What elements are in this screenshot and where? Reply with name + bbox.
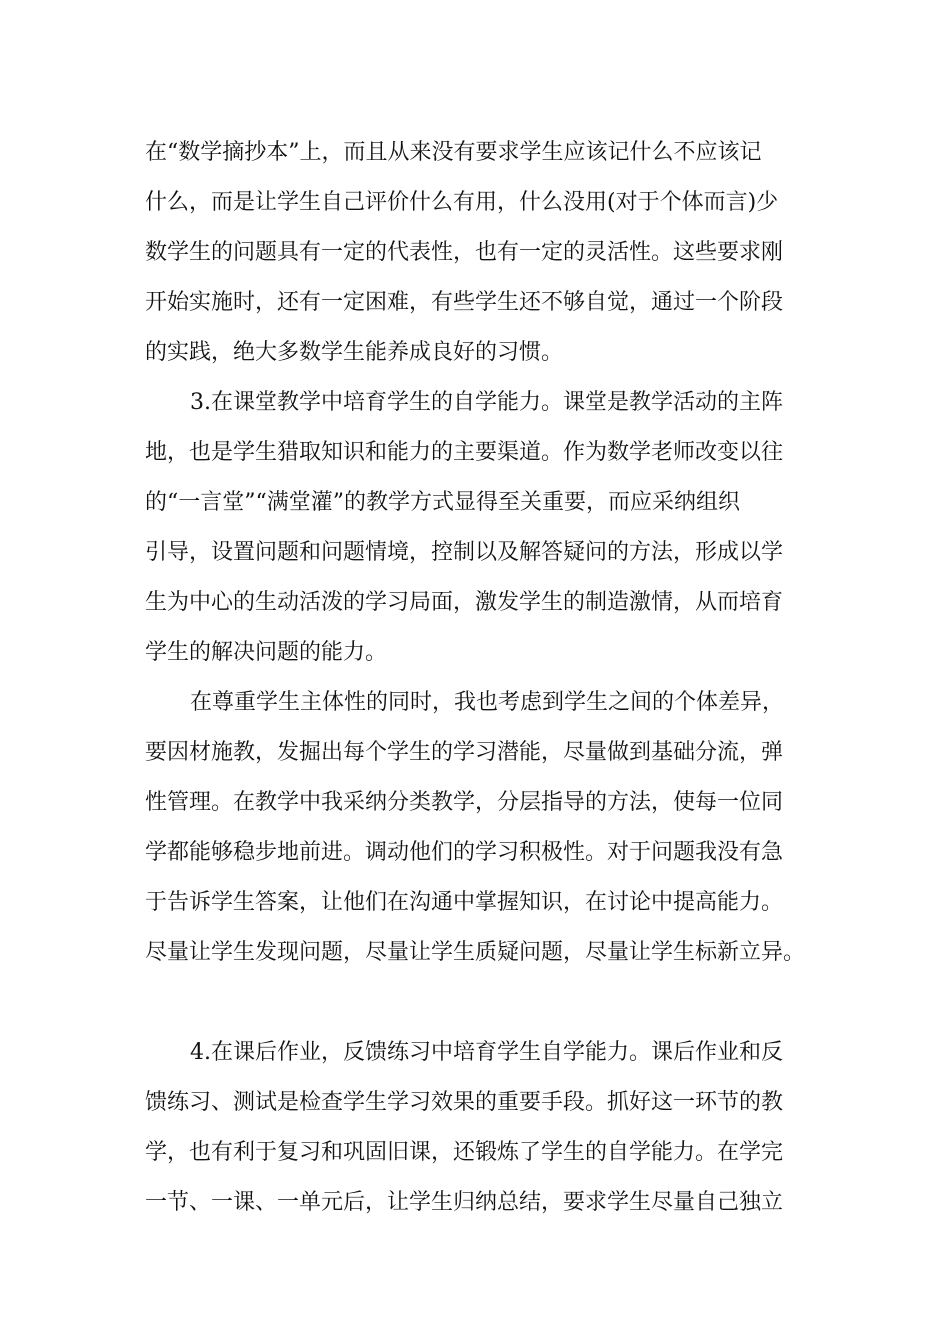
text-line: 的“一言堂”“满堂灌”的教学方式显得至关重要，而应采纳组织: [145, 490, 740, 515]
text-line: 数学生的问题具有一定的代表性，也有一定的灵活性。这些要求刚: [145, 240, 784, 265]
text-line: 性管理。在教学中我采纳分类教学，分层指导的方法，使每一位同: [145, 790, 784, 815]
text-line: 馈练习、测试是检查学生学习效果的重要手段。抓好这一环节的教: [145, 1090, 784, 1115]
paragraph-start-line: 3.在课堂教学中培育学生的自学能力。课堂是教学活动的主阵: [190, 390, 783, 415]
text-line: 一节、一课、一单元后，让学生归纳总结，要求学生尽量自己独立: [145, 1190, 784, 1215]
text-line: 什么，而是让学生自己评价什么有用，什么没用(对于个体而言)少: [145, 190, 779, 215]
text-line: 地，也是学生猎取知识和能力的主要渠道。作为数学老师改变以往: [145, 440, 784, 465]
text-line: 学都能够稳步地前进。调动他们的学习积极性。对于问题我没有急: [145, 840, 784, 865]
text-line: 生为中心的生动活泼的学习局面，激发学生的制造激情，从而培育: [145, 590, 784, 615]
text-line: 的实践，绝大多数学生能养成良好的习惯。: [145, 340, 564, 365]
text-line: 于告诉学生答案，让他们在沟通中掌握知识，在讨论中提高能力。: [145, 890, 784, 915]
text-line: 引导，设置问题和问题情境，控制以及解答疑问的方法，形成以学: [145, 540, 784, 565]
text-line: 学生的解决问题的能力。: [145, 640, 388, 665]
text-line: 尽量让学生发现问题，尽量让学生质疑问题，尽量让学生标新立异。: [145, 940, 806, 965]
text-line: 要因材施教，发掘出每个学生的学习潜能，尽量做到基础分流，弹: [145, 740, 784, 765]
paragraph-start-line: 4.在课后作业，反馈练习中培育学生自学能力。课后作业和反: [190, 1040, 783, 1065]
text-line: 开始实施时，还有一定困难，有些学生还不够自觉，通过一个阶段: [145, 290, 784, 315]
paragraph-start-line: 在尊重学生主体性的同时，我也考虑到学生之间的个体差异，: [190, 690, 785, 715]
text-line: 在“数学摘抄本”上，而且从来没有要求学生应该记什么不应该记: [145, 140, 762, 165]
text-line: 学，也有利于复习和巩固旧课，还锻炼了学生的自学能力。在学完: [145, 1140, 784, 1165]
